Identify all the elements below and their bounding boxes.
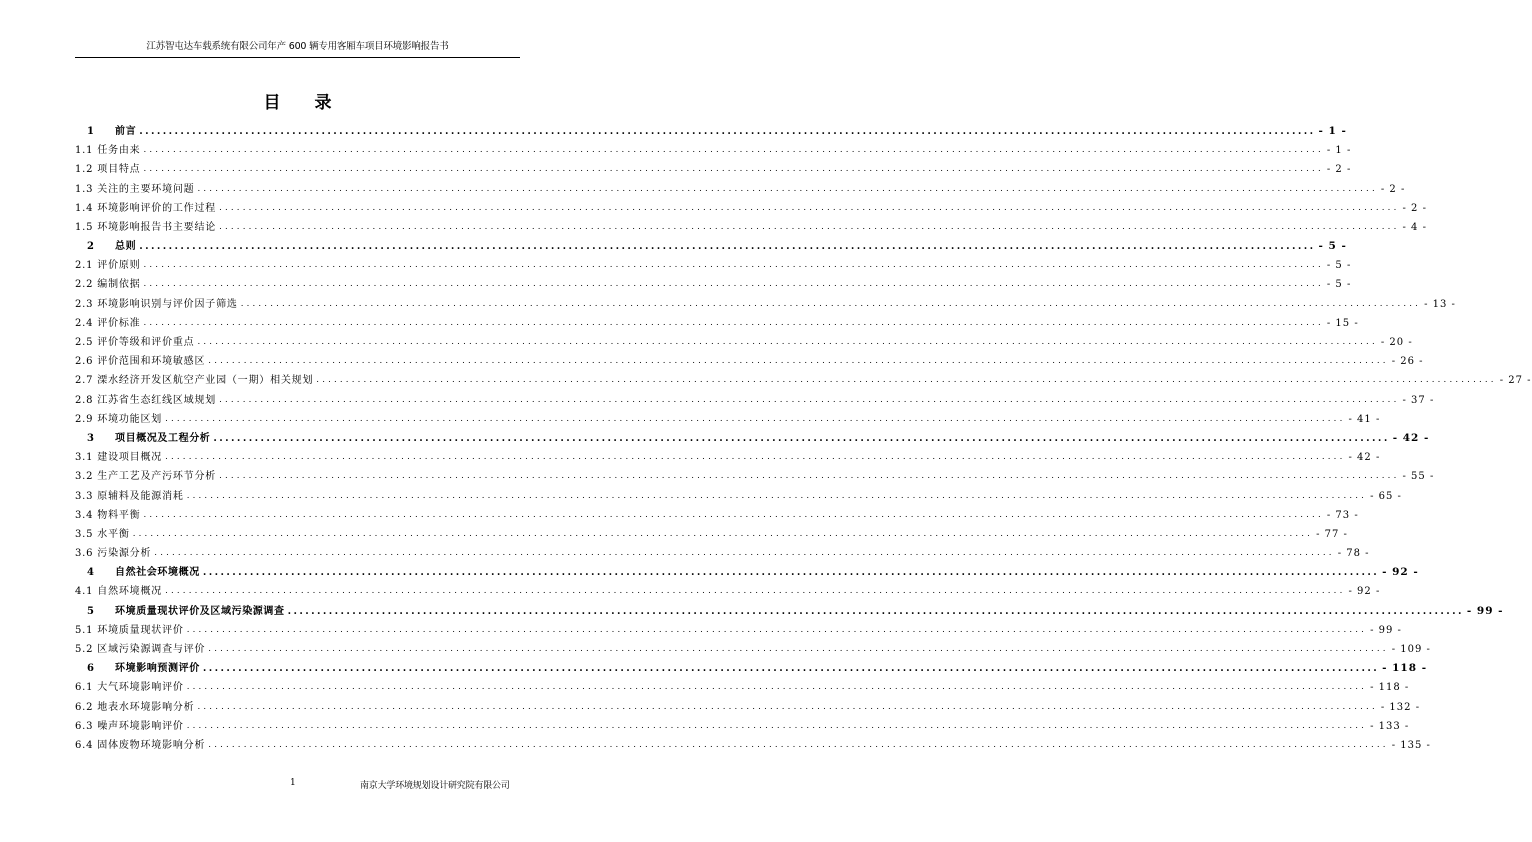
toc-section-entry[interactable] xyxy=(75,736,1431,755)
toc-page-number: - 132 - xyxy=(1380,701,1421,713)
toc-chapter-entry[interactable] xyxy=(75,237,1347,256)
toc-entry-title: 2.2 编制依据 xyxy=(75,279,141,291)
toc-entry-title: 3.3 原辅料及能源消耗 xyxy=(75,490,184,502)
toc-section-entry[interactable] xyxy=(75,371,1532,390)
toc-chapter-title: 环境质量现状评价及区域污染源调查 xyxy=(115,605,285,617)
toc-chapter-title: 自然社会环境概况 xyxy=(115,567,200,579)
toc-page-number: - 135 - xyxy=(1391,739,1431,751)
toc-chapter-number: 5 xyxy=(87,605,95,617)
dot-leader: ........................................................................................................................................................................................................ xyxy=(219,471,1400,482)
toc-entry-title xyxy=(75,563,200,582)
toc-entry-title: 1.4 环境影响评价的工作过程 xyxy=(75,202,217,214)
toc-entry-title: 6.2 地表水环境影响分析 xyxy=(75,701,195,713)
dot-leader: ........................................................................................................................................................................................................ xyxy=(143,317,1324,328)
toc-entry-title: 5.1 环境质量现状评价 xyxy=(75,624,184,636)
dot-leader: ........................................................................................................................................................................................................ xyxy=(143,145,1324,156)
toc-entry-title: 6.3 噪声环境影响评价 xyxy=(75,720,184,732)
toc-section-entry[interactable] xyxy=(75,160,1352,179)
toc-page-number: - 2 - xyxy=(1402,202,1427,214)
header-rule xyxy=(75,57,520,58)
toc-section-entry[interactable] xyxy=(75,314,1359,333)
toc-entry-title: 2.8 江苏省生态红线区域规划 xyxy=(75,394,217,406)
toc-page-number: - 118 - xyxy=(1382,662,1428,675)
toc-section-entry[interactable] xyxy=(75,276,1352,295)
toc-entry-title: 3.2 生产工艺及产污环节分析 xyxy=(75,471,217,483)
toc-page-number: - 55 - xyxy=(1402,471,1435,483)
toc-chapter-entry[interactable] xyxy=(75,602,1504,621)
toc-page-number: - 5 - xyxy=(1326,279,1352,291)
dot-leader: ........................................................................................................................................................................................................ xyxy=(202,567,1380,579)
dot-leader: ........................................................................................................................................................................................................ xyxy=(143,260,1324,271)
toc-chapter-entry[interactable] xyxy=(75,563,1419,582)
toc-page-number: - 26 - xyxy=(1391,356,1424,368)
toc-section-entry[interactable] xyxy=(75,218,1427,237)
toc-page-number: - 92 - xyxy=(1382,566,1419,579)
toc-section-entry[interactable] xyxy=(75,141,1352,160)
toc-chapter-title: 项目概况及工程分析 xyxy=(115,432,211,444)
toc-page-number: - 118 - xyxy=(1370,682,1410,694)
toc-section-entry[interactable] xyxy=(75,525,1348,544)
toc-entry-title: 4.1 自然环境概况 xyxy=(75,586,163,598)
toc-entry-title: 2.6 评价范围和环境敏感区 xyxy=(75,356,206,368)
dot-leader: ........................................................................................................................................................................................................ xyxy=(316,375,1497,386)
dot-leader: ........................................................................................................................................................................................................ xyxy=(154,548,1335,559)
toc-entry-title: 2.1 评价原则 xyxy=(75,260,141,272)
toc-page-number: - 2 - xyxy=(1326,164,1352,176)
toc-page-number: - 37 - xyxy=(1402,394,1435,406)
toc-page-number: - 27 - xyxy=(1499,375,1532,387)
toc-page-number: - 5 - xyxy=(1318,240,1347,253)
toc-entry-title: 2.3 环境影响识别与评价因子筛选 xyxy=(75,298,238,310)
toc-section-entry[interactable] xyxy=(75,640,1431,659)
dot-leader: ........................................................................................................................................................................................................ xyxy=(202,663,1380,675)
toc-page-number: - 15 - xyxy=(1326,317,1359,329)
toc-entry-title: 3.1 建设项目概况 xyxy=(75,452,163,464)
toc-section-entry[interactable] xyxy=(75,448,1381,467)
dot-leader: ........................................................................................................................................................................................................ xyxy=(219,221,1400,232)
toc-entry-title xyxy=(75,602,285,621)
toc-entry-title: 1.1 任务由来 xyxy=(75,145,141,157)
toc-section-entry[interactable] xyxy=(75,410,1381,429)
toc-section-entry[interactable] xyxy=(75,199,1427,218)
toc-page-number: - 4 - xyxy=(1402,221,1427,233)
table-of-contents xyxy=(75,122,1532,755)
toc-page-number: - 109 - xyxy=(1391,644,1431,656)
toc-section-entry[interactable] xyxy=(75,583,1381,602)
toc-entry-title: 1.5 环境影响报告书主要结论 xyxy=(75,221,217,233)
toc-section-entry[interactable] xyxy=(75,352,1424,371)
toc-chapter-number: 6 xyxy=(87,663,95,675)
toc-section-entry[interactable] xyxy=(75,391,1435,410)
toc-entry-title xyxy=(75,659,200,678)
toc-page-number: - 77 - xyxy=(1316,528,1348,540)
dot-leader: ........................................................................................................................................................................................................ xyxy=(219,394,1400,405)
running-header: 江苏智屯达车载系统有限公司年产 600 辆专用客厢车项目环境影响报告书 xyxy=(146,41,449,52)
toc-entry-title: 2.9 环境功能区划 xyxy=(75,413,163,425)
toc-section-entry[interactable] xyxy=(75,180,1406,199)
toc-entry-title: 3.4 物料平衡 xyxy=(75,509,141,521)
toc-chapter-title: 总则 xyxy=(115,241,137,253)
toc-entry-title: 2.4 评价标准 xyxy=(75,317,141,329)
dot-leader: ........................................................................................................................................................................................................ xyxy=(208,356,1389,367)
dot-leader: ........................................................................................................................................................................................................ xyxy=(208,644,1389,655)
dot-leader: ........................................................................................................................................................................................................ xyxy=(186,720,1368,731)
toc-page-number: - 2 - xyxy=(1380,183,1406,195)
dot-leader: ........................................................................................................................................................................................................ xyxy=(143,279,1324,290)
toc-entry-title: 2.5 评价等级和评价重点 xyxy=(75,337,195,349)
toc-section-entry[interactable] xyxy=(75,698,1421,717)
toc-chapter-title: 环境影响预测评价 xyxy=(115,663,200,675)
toc-page-number: - 78 - xyxy=(1337,548,1370,560)
toc-section-entry[interactable] xyxy=(75,506,1359,525)
dot-leader: ........................................................................................................................................................................................................ xyxy=(240,298,1422,309)
dot-leader: ........................................................................................................................................................................................................ xyxy=(197,337,1378,348)
toc-chapter-entry[interactable] xyxy=(75,429,1430,448)
toc-page-number: - 65 - xyxy=(1370,490,1402,502)
toc-page-number: - 73 - xyxy=(1326,509,1359,521)
dot-leader: ........................................................................................................................................................................................................ xyxy=(219,202,1400,213)
dot-leader: ........................................................................................................................................................................................................ xyxy=(143,509,1324,520)
toc-chapter-number: 3 xyxy=(87,432,95,444)
toc-entry-title: 2.7 溧水经济开发区航空产业园（一期）相关规划 xyxy=(75,375,314,387)
dot-leader: ........................................................................................................................................................................................................ xyxy=(213,432,1390,444)
toc-section-entry[interactable] xyxy=(75,487,1402,506)
dot-leader: ........................................................................................................................................................................................................ xyxy=(143,164,1324,175)
dot-leader: ........................................................................................................................................................................................................ xyxy=(186,682,1368,693)
dot-leader: ........................................................................................................................................................................................................ xyxy=(197,183,1378,194)
toc-chapter-number: 1 xyxy=(87,125,95,137)
toc-entry-title xyxy=(75,429,210,448)
toc-page-number: - 13 - xyxy=(1424,298,1456,310)
toc-entry-title: 1.2 项目特点 xyxy=(75,164,141,176)
toc-title: 目 录 xyxy=(263,93,346,113)
toc-page-number: - 1 - xyxy=(1326,145,1352,157)
toc-page-number: - 5 - xyxy=(1326,260,1352,272)
toc-page-number: - 99 - xyxy=(1466,604,1504,617)
dot-leader: ........................................................................................................................................................................................................ xyxy=(132,528,1314,539)
toc-entry-title xyxy=(75,122,136,141)
toc-chapter-entry[interactable] xyxy=(75,659,1428,678)
toc-page-number: - 42 - xyxy=(1348,452,1381,464)
toc-entry-title: 6.4 固体废物环境影响分析 xyxy=(75,739,206,751)
toc-page-number: - 42 - xyxy=(1392,431,1430,444)
dot-leader: ........................................................................................................................................................................................................ xyxy=(165,586,1346,597)
toc-entry-title: 3.5 水平衡 xyxy=(75,528,130,540)
toc-section-entry[interactable] xyxy=(75,621,1402,640)
toc-section-entry[interactable] xyxy=(75,256,1352,275)
toc-page-number: - 92 - xyxy=(1348,586,1381,598)
toc-page-number: - 1 - xyxy=(1318,124,1347,137)
toc-page-number: - 20 - xyxy=(1380,337,1413,349)
toc-entry-title: 3.6 污染源分析 xyxy=(75,548,152,560)
dot-leader: ........................................................................................................................................................................................................ xyxy=(139,241,1316,253)
toc-entry-title: 5.2 区域污染源调查与评价 xyxy=(75,644,206,656)
toc-page-number: - 133 - xyxy=(1370,720,1410,732)
toc-section-entry[interactable] xyxy=(75,717,1410,736)
toc-entry-title xyxy=(75,237,136,256)
dot-leader: ........................................................................................................................................................................................................ xyxy=(197,701,1378,712)
toc-section-entry[interactable] xyxy=(75,333,1413,352)
dot-leader: ........................................................................................................................................................................................................ xyxy=(165,452,1346,463)
page-number: 1 xyxy=(290,778,296,788)
dot-leader: ........................................................................................................................................................................................................ xyxy=(287,605,1464,617)
toc-chapter-title: 前言 xyxy=(115,125,137,137)
dot-leader: ........................................................................................................................................................................................................ xyxy=(139,125,1316,137)
toc-page-number: - 41 - xyxy=(1348,413,1381,425)
toc-section-entry[interactable] xyxy=(75,467,1435,486)
toc-entry-title: 6.1 大气环境影响评价 xyxy=(75,682,184,694)
footer-organization: 南京大学环境规划设计研究院有限公司 xyxy=(360,781,510,791)
dot-leader: ........................................................................................................................................................................................................ xyxy=(208,739,1389,750)
dot-leader: ........................................................................................................................................................................................................ xyxy=(186,624,1368,635)
toc-entry-title: 1.3 关注的主要环境问题 xyxy=(75,183,195,195)
toc-section-entry[interactable] xyxy=(75,678,1410,697)
toc-chapter-number: 4 xyxy=(87,567,95,579)
toc-section-entry[interactable] xyxy=(75,295,1456,314)
dot-leader: ........................................................................................................................................................................................................ xyxy=(165,413,1346,424)
toc-page-number: - 99 - xyxy=(1370,624,1402,636)
toc-chapter-entry[interactable] xyxy=(75,122,1347,141)
toc-chapter-number: 2 xyxy=(87,241,95,253)
toc-section-entry[interactable] xyxy=(75,544,1370,563)
dot-leader: ........................................................................................................................................................................................................ xyxy=(186,490,1368,501)
